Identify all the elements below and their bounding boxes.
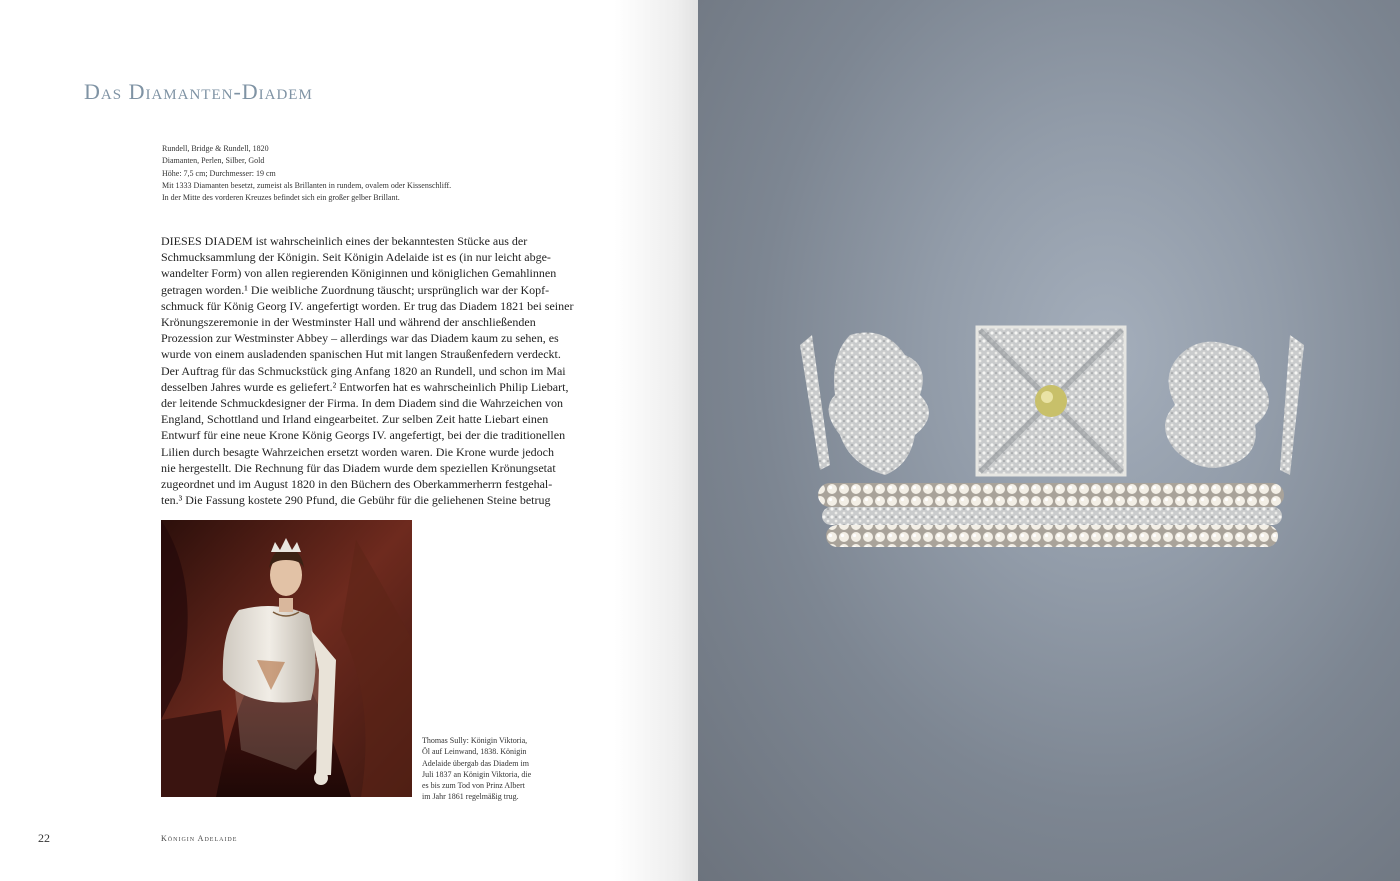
body-line: zugeordnet und im August 1820 in den Büchern des Oberkammerherrn festgehal- — [161, 477, 553, 492]
body-line: wandelter Form) von allen regierenden Königinnen und königlichen Gemahlinnen — [161, 266, 557, 281]
body-line: nie hergestellt. Die Rechnung für das Diadem wurde dem speziellen Krönungsetat — [161, 460, 556, 475]
body-line: getragen worden.¹ Die weibliche Zuordnung täuscht; ursprünglich war der Kopf- — [161, 282, 550, 297]
body-line: Schmucksammlung der Königin. Seit Königin Adelaide ist es (in nur leicht abge- — [161, 250, 551, 265]
page-title: Das Diamanten-Diadem — [84, 79, 313, 104]
caption-line: Thomas Sully: Königin Viktoria, — [422, 736, 528, 745]
body-line: desselben Jahres wurde es geliefert.² Entworfen hat es wahrscheinlich Philip Liebart, — [161, 379, 569, 394]
body-line: der leitende Schmuckdesigner der Firma. In dem Diadem sind die Wahrzeichen von — [161, 396, 564, 411]
object-specs — [162, 143, 482, 204]
portrait-painting — [161, 520, 412, 797]
caption-line: im Jahr 1861 regelmäßig trug. — [422, 792, 519, 802]
body-text — [161, 233, 574, 508]
spec-line: In der Mitte des vorderen Kreuzes befindet sich ein großer gelber Brillant. — [162, 193, 400, 203]
spec-line: Rundell, Bridge & Rundell, 1820 — [162, 144, 269, 153]
body-line: schmuck für König Georg IV. angefertigt worden. Er trug das Diadem 1821 bei seiner — [161, 298, 574, 313]
body-line: Prozession zur Westminster Abbey – allerdings war das Diadem kaum zu sehen, es — [161, 331, 559, 346]
caption-line: Adelaide übergab das Diadem im — [422, 758, 529, 768]
body-line: ten.³ Die Fassung kostete 290 Pfund, die Gebühr für die geliehenen Steine betrug — [161, 493, 551, 508]
spec-line: Höhe: 7,5 cm; Durchmesser: 19 cm — [162, 168, 276, 178]
caption-line: es bis zum Tod von Prinz Albert — [422, 781, 525, 791]
body-line: Der Auftrag für das Schmuckstück ging Anfang 1820 an Rundell, und schon im Mai — [161, 363, 566, 378]
body-line: Entwurf für eine neue Krone König Georgs IV. angefertigt, bei der die traditionellen — [161, 428, 566, 443]
body-line: Krönungszeremonie in der Westminster Hall und während der anschließenden — [161, 315, 536, 330]
diadem-photo — [790, 315, 1310, 555]
spec-line: Mit 1333 Diamanten besetzt, zumeist als Brillanten in rundem, ovalem oder Kissenschliff. — [162, 180, 452, 190]
body-line: DIESES DIADEM ist wahrscheinlich eines der bekanntesten Stücke aus der — [161, 234, 528, 248]
portrait-artwork — [161, 520, 412, 797]
spec-line: Diamanten, Perlen, Silber, Gold — [162, 156, 265, 166]
diadem-image — [790, 315, 1310, 555]
portrait-caption — [422, 735, 552, 803]
body-line: England, Schottland und Irland eingearbeitet. Zur selben Zeit hatte Liebart einen — [161, 412, 549, 427]
body-line: wurde von einem ausladenden spanischen Hut mit langen Straußenfedern verdeckt. — [161, 347, 561, 362]
caption-line: Öl auf Leinwand, 1838. Königin — [422, 747, 527, 757]
body-line: Lilien durch besagte Wahrzeichen ersetzt worden waren. Die Krone wurde jedoch — [161, 444, 554, 459]
page-number: 22 — [38, 831, 50, 845]
running-header: Königin Adelaide — [161, 834, 238, 843]
left-page — [0, 0, 698, 881]
right-page — [698, 0, 1400, 881]
caption-line: Juli 1837 an Königin Viktoria, die — [422, 769, 532, 779]
